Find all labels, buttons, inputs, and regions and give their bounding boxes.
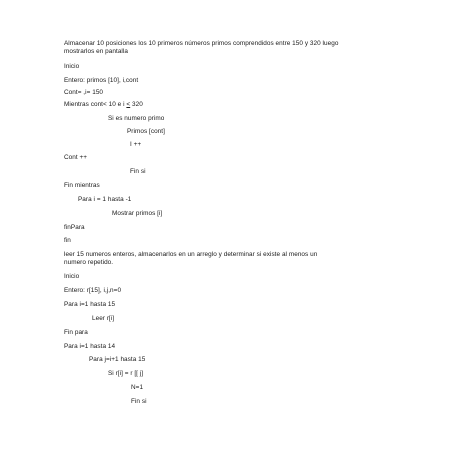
code-line-i-inc: I ++ (130, 141, 142, 148)
code-line-if-prime: Si es numero primo (108, 115, 165, 122)
problem1-title-line1: Almacenar 10 posiciones los 10 primeros números primos comprendidos entre 150 y 320 luego (64, 40, 339, 47)
code-line-fin-mientras: Fin mientras (64, 182, 100, 189)
code2-line-para-1: Para i=1 hasta 15 (64, 301, 116, 308)
code2-line-si: Si r[i] = r [[ j] (108, 370, 144, 377)
code2-line-n-assign: N=1 (131, 384, 144, 391)
while-suffix: 320 (130, 101, 143, 108)
code-line-fin-si: Fin si (130, 168, 146, 175)
code2-line-fin-para: Fin para (64, 329, 88, 336)
while-le-symbol: < (126, 101, 131, 108)
code-line-para: Para i = 1 hasta -1 (78, 196, 132, 203)
code2-line-para-2: Para i=1 hasta 14 (64, 343, 116, 350)
code-line-declaration: Entero: primos [10], i,cont (64, 77, 139, 84)
problem2-title-line1: leer 15 numeros enteros, almacenarlos en un arreglo y determinar si existe al menos un (64, 251, 318, 258)
code2-line-declaration: Entero: r[15], i,j,n=0 (64, 287, 122, 294)
code-line-cont-inc: Cont ++ (64, 154, 88, 161)
while-prefix: Mientras cont< 10 e i (64, 101, 127, 108)
code-line-while (64, 101, 143, 109)
code-line-mostrar: Mostrar primos [i] (112, 210, 163, 217)
code2-line-para-j: Para j=i+1 hasta 15 (89, 356, 146, 363)
code2-line-fin-si: Fin si (131, 398, 147, 405)
code2-line-inicio: Inicio (64, 273, 80, 280)
code-line-fin: fin (64, 237, 71, 244)
problem1-title-line2: mostrarlos en pantalla (64, 48, 128, 55)
code2-line-leer: Leer r[i] (92, 315, 115, 322)
code-line-init: Cont= ,i= 150 (64, 89, 104, 96)
code-line-primos-cont: Primos [cont] (127, 128, 165, 135)
code-line-finpara: finPara (64, 224, 85, 231)
code-line-inicio: Inicio (64, 63, 80, 70)
problem2-title-line2: numero repetido. (64, 259, 114, 266)
